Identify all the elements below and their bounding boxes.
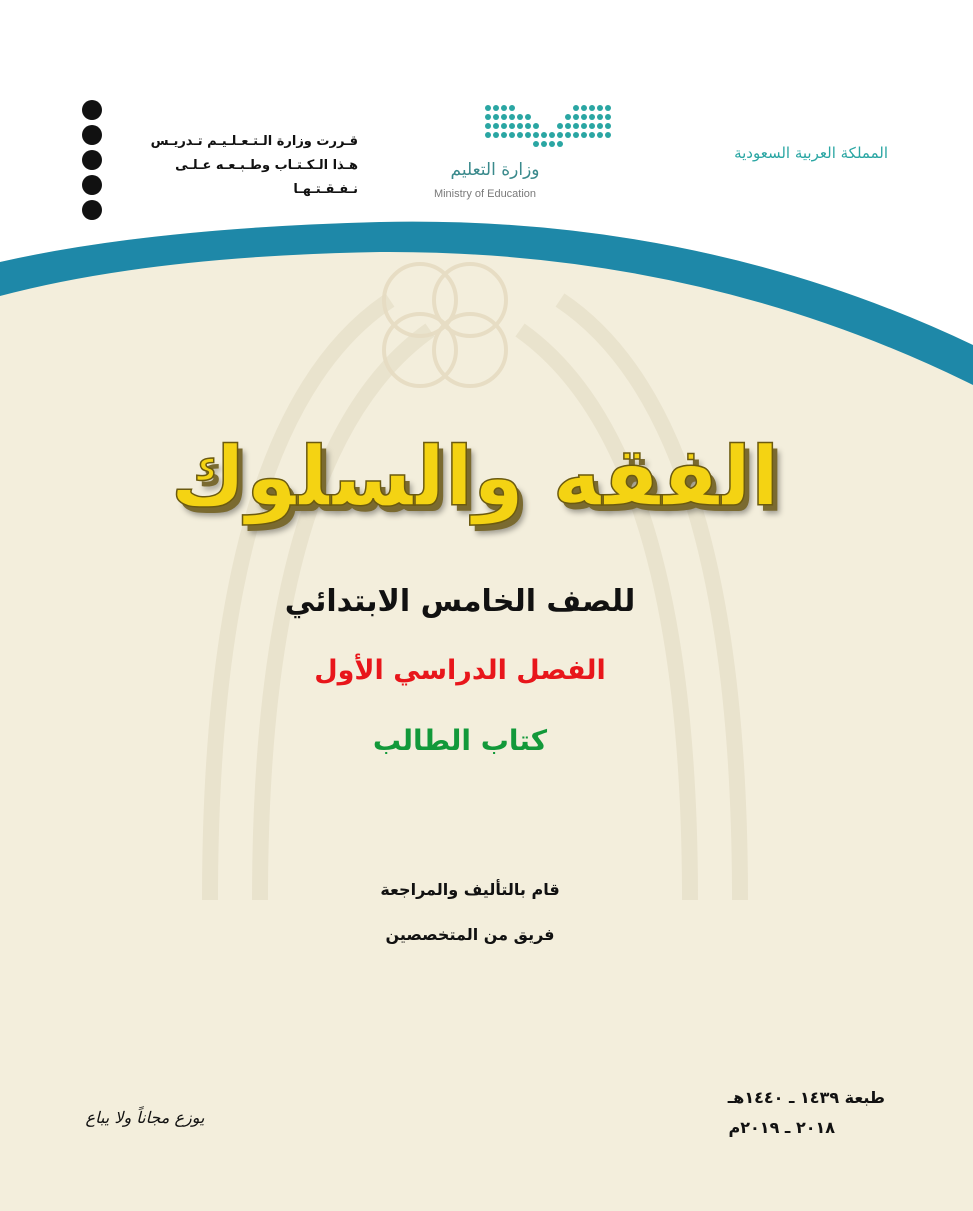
approval-line-1: قـررت وزارة الـتـعـلـيـم تـدريـس [150, 134, 358, 149]
authors-line-1: قام بالتأليف والمراجعة [380, 880, 560, 899]
edition-hijri: طبعة ١٤٣٩ ـ ١٤٤٠هـ [727, 1088, 885, 1107]
book-title: الفقه والسلوك [170, 430, 780, 525]
dot [82, 125, 102, 145]
free-distribution-note: يوزع مجاناً ولا يباع [85, 1108, 205, 1127]
ministry-logo-icon [470, 100, 620, 160]
dot [82, 150, 102, 170]
authors-line-2: فريق من المتخصصين [385, 925, 555, 944]
book-type: كتاب الطالب [372, 724, 548, 757]
header-band [0, 0, 973, 420]
approval-statement [118, 130, 358, 202]
semester: الفصل الدراسي الأول [314, 655, 606, 686]
grade-level: للصف الخامس الابتدائي [284, 584, 636, 619]
approval-dots [82, 100, 104, 225]
ministry-name-english: Ministry of Education [433, 188, 537, 200]
edition-gregorian: ٢٠١٨ ـ ٢٠١٩م [728, 1118, 835, 1137]
ministry-name-arabic: وزارة التعليم [450, 160, 540, 180]
approval-line-2: هـذا الـكـتـاب وطـبـعـه عـلـى نـفـقـتـهـا [175, 158, 358, 197]
kingdom-name: المملكة العربية السعودية [734, 144, 888, 162]
dot [82, 100, 102, 120]
dot [82, 200, 102, 220]
dot [82, 175, 102, 195]
